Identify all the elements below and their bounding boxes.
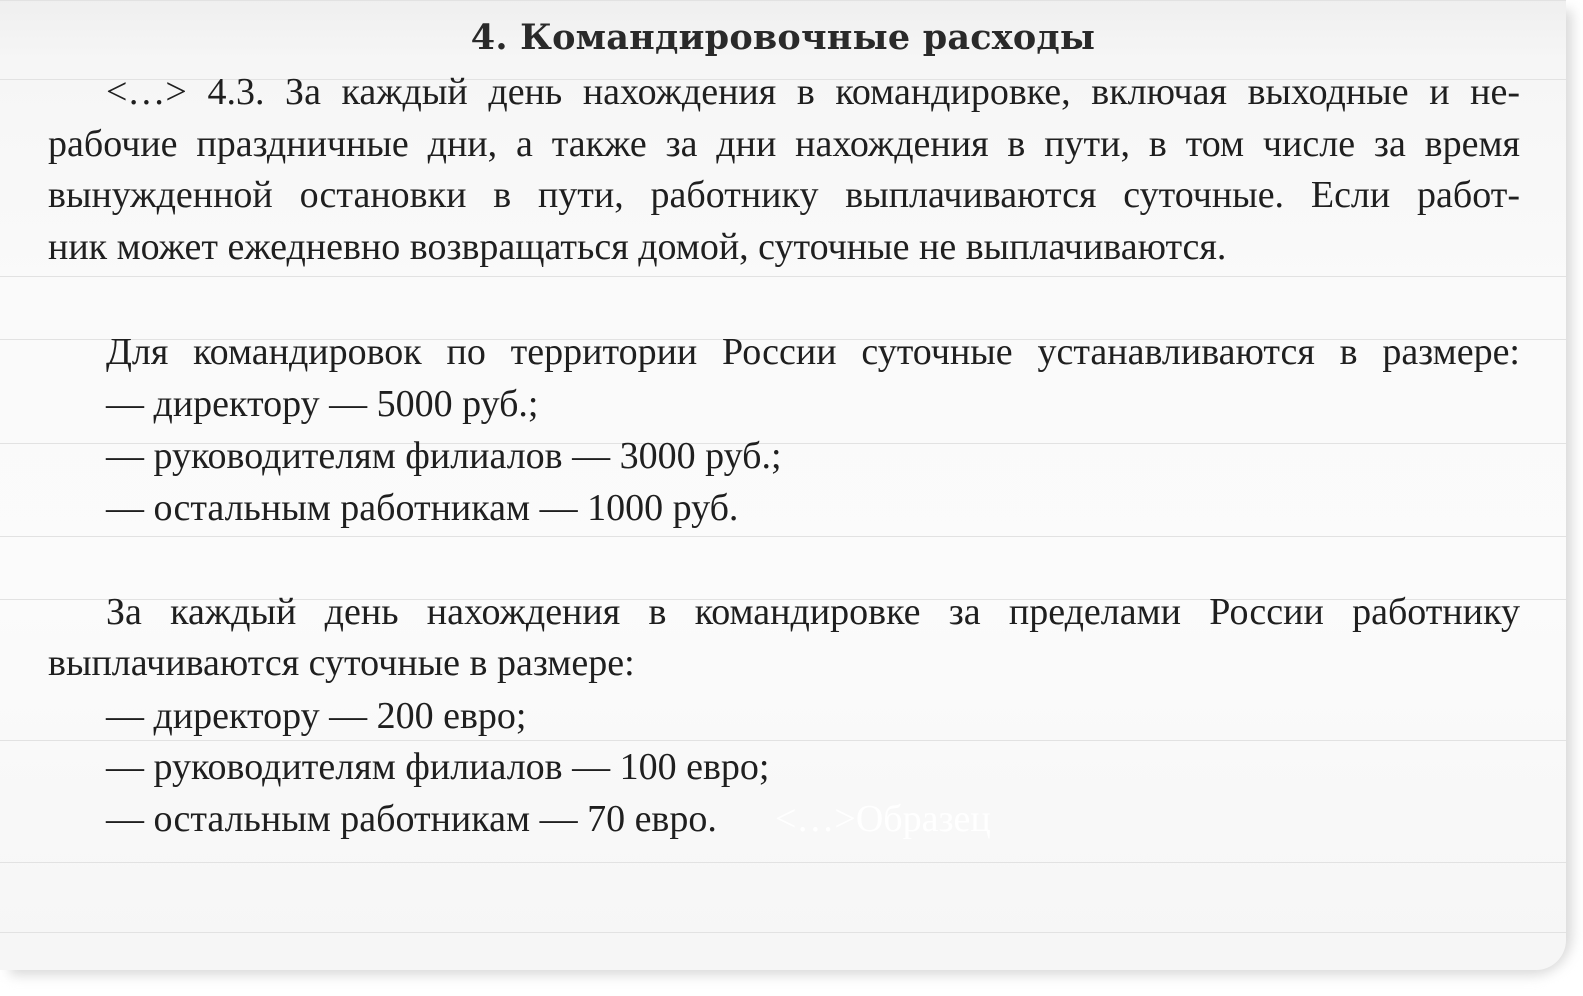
list-item: — директору — 200 евро; [106,695,527,737]
ruled-line [0,932,1566,933]
paragraph-line: Для командировок по территории России суточные устанавливаются в размере: [106,331,1520,373]
watermark-text: <…>Образец [775,798,991,840]
list-item: — директору — 5000 руб.; [106,383,539,425]
ruled-line [0,276,1566,277]
ruled-line [0,0,1566,1]
list-item: — остальным работникам — 1000 руб. [106,487,739,529]
paragraph-line: ник может ежедневно возвращаться домой, суточные не выплачиваются. [48,226,1227,268]
paragraph-line: вынужденной остановки в пути, работнику выплачиваются суточные. Если работ- [48,174,1520,216]
paragraph-line: <…> 4.3. За каждый день нахождения в командировке, включая выходные и не- [106,71,1520,113]
ruled-line [0,862,1566,863]
paragraph-line: рабочие праздничные дни, а также за дни нахождения в пути, в том числе за время [48,123,1520,165]
section-heading: 4. Командировочные расходы [470,17,1096,58]
list-item: — остальным работникам — 70 евро. [106,798,717,840]
ruled-line [0,536,1566,537]
paragraph-line: выплачиваются суточные в размере: [48,642,635,684]
list-item: — руководителям филиалов — 3000 руб.; [106,435,782,477]
paragraph-line: За каждый день нахождения в командировке за пределами России работнику [106,591,1520,633]
list-item: — руководителям филиалов — 100 евро; [106,746,770,788]
